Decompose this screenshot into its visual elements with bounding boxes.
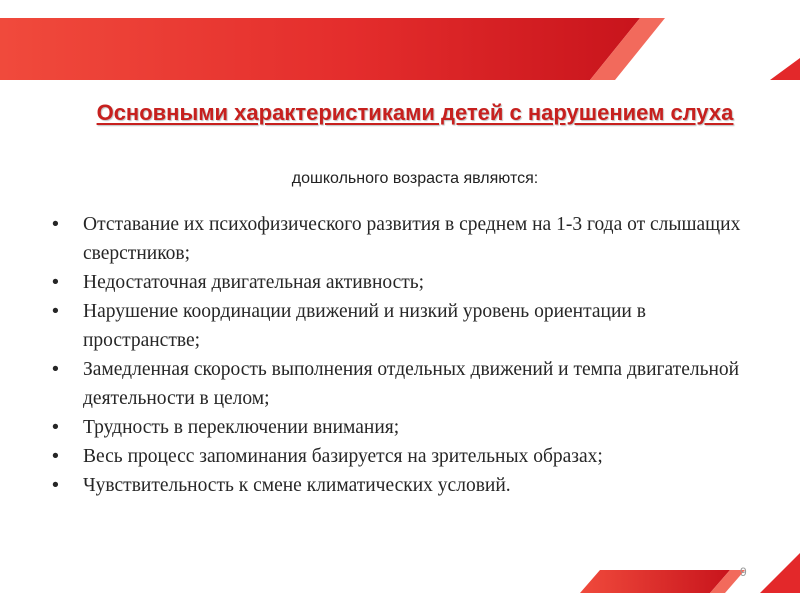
list-item-text: Замедленная скорость выполнения отдельных движений и темпа двигательной деятельности в целом; [83,359,740,409]
list-item [50,355,750,413]
list-item [50,297,750,355]
list-item [50,268,750,297]
bullet-icon: • [52,271,59,293]
bullet-icon: • [52,213,59,235]
list-item-text: Весь процесс запоминания базируется на зрительных образах; [83,446,603,467]
top-red-banner [0,18,800,80]
bottom-red-banner [560,545,800,595]
page-number: 9 [740,565,747,579]
bottom-main-stripe [580,570,730,593]
list-item [50,210,750,268]
bullet-icon: • [52,358,59,380]
bullet-list [50,210,750,500]
bullet-icon: • [52,474,59,496]
list-item-text: Трудность в переключении внимания; [83,417,400,438]
list-item [50,442,750,471]
slide-title: Основными характеристиками детей с нарушением слуха [96,100,734,125]
bullet-icon: • [52,416,59,438]
bullet-icon: • [52,300,59,322]
slide-subtitle: дошкольного возраста являются: [291,170,539,187]
list-item-text: Недостаточная двигательная активность; [83,272,425,293]
banner-corner-stripe [770,58,800,80]
list-item [50,413,750,442]
list-item [50,471,750,500]
list-item-text: Нарушение координации движений и низкий уровень ориентации в пространстве; [83,301,646,351]
bullet-icon: • [52,445,59,467]
list-item-text: Чувствительность к смене климатических условий. [83,475,511,496]
banner-main-stripe [0,18,640,80]
list-item-text: Отставание их психофизического развития в среднем на 1-3 года от слышащих сверстников; [83,214,741,264]
bottom-corner-stripe [760,553,800,593]
